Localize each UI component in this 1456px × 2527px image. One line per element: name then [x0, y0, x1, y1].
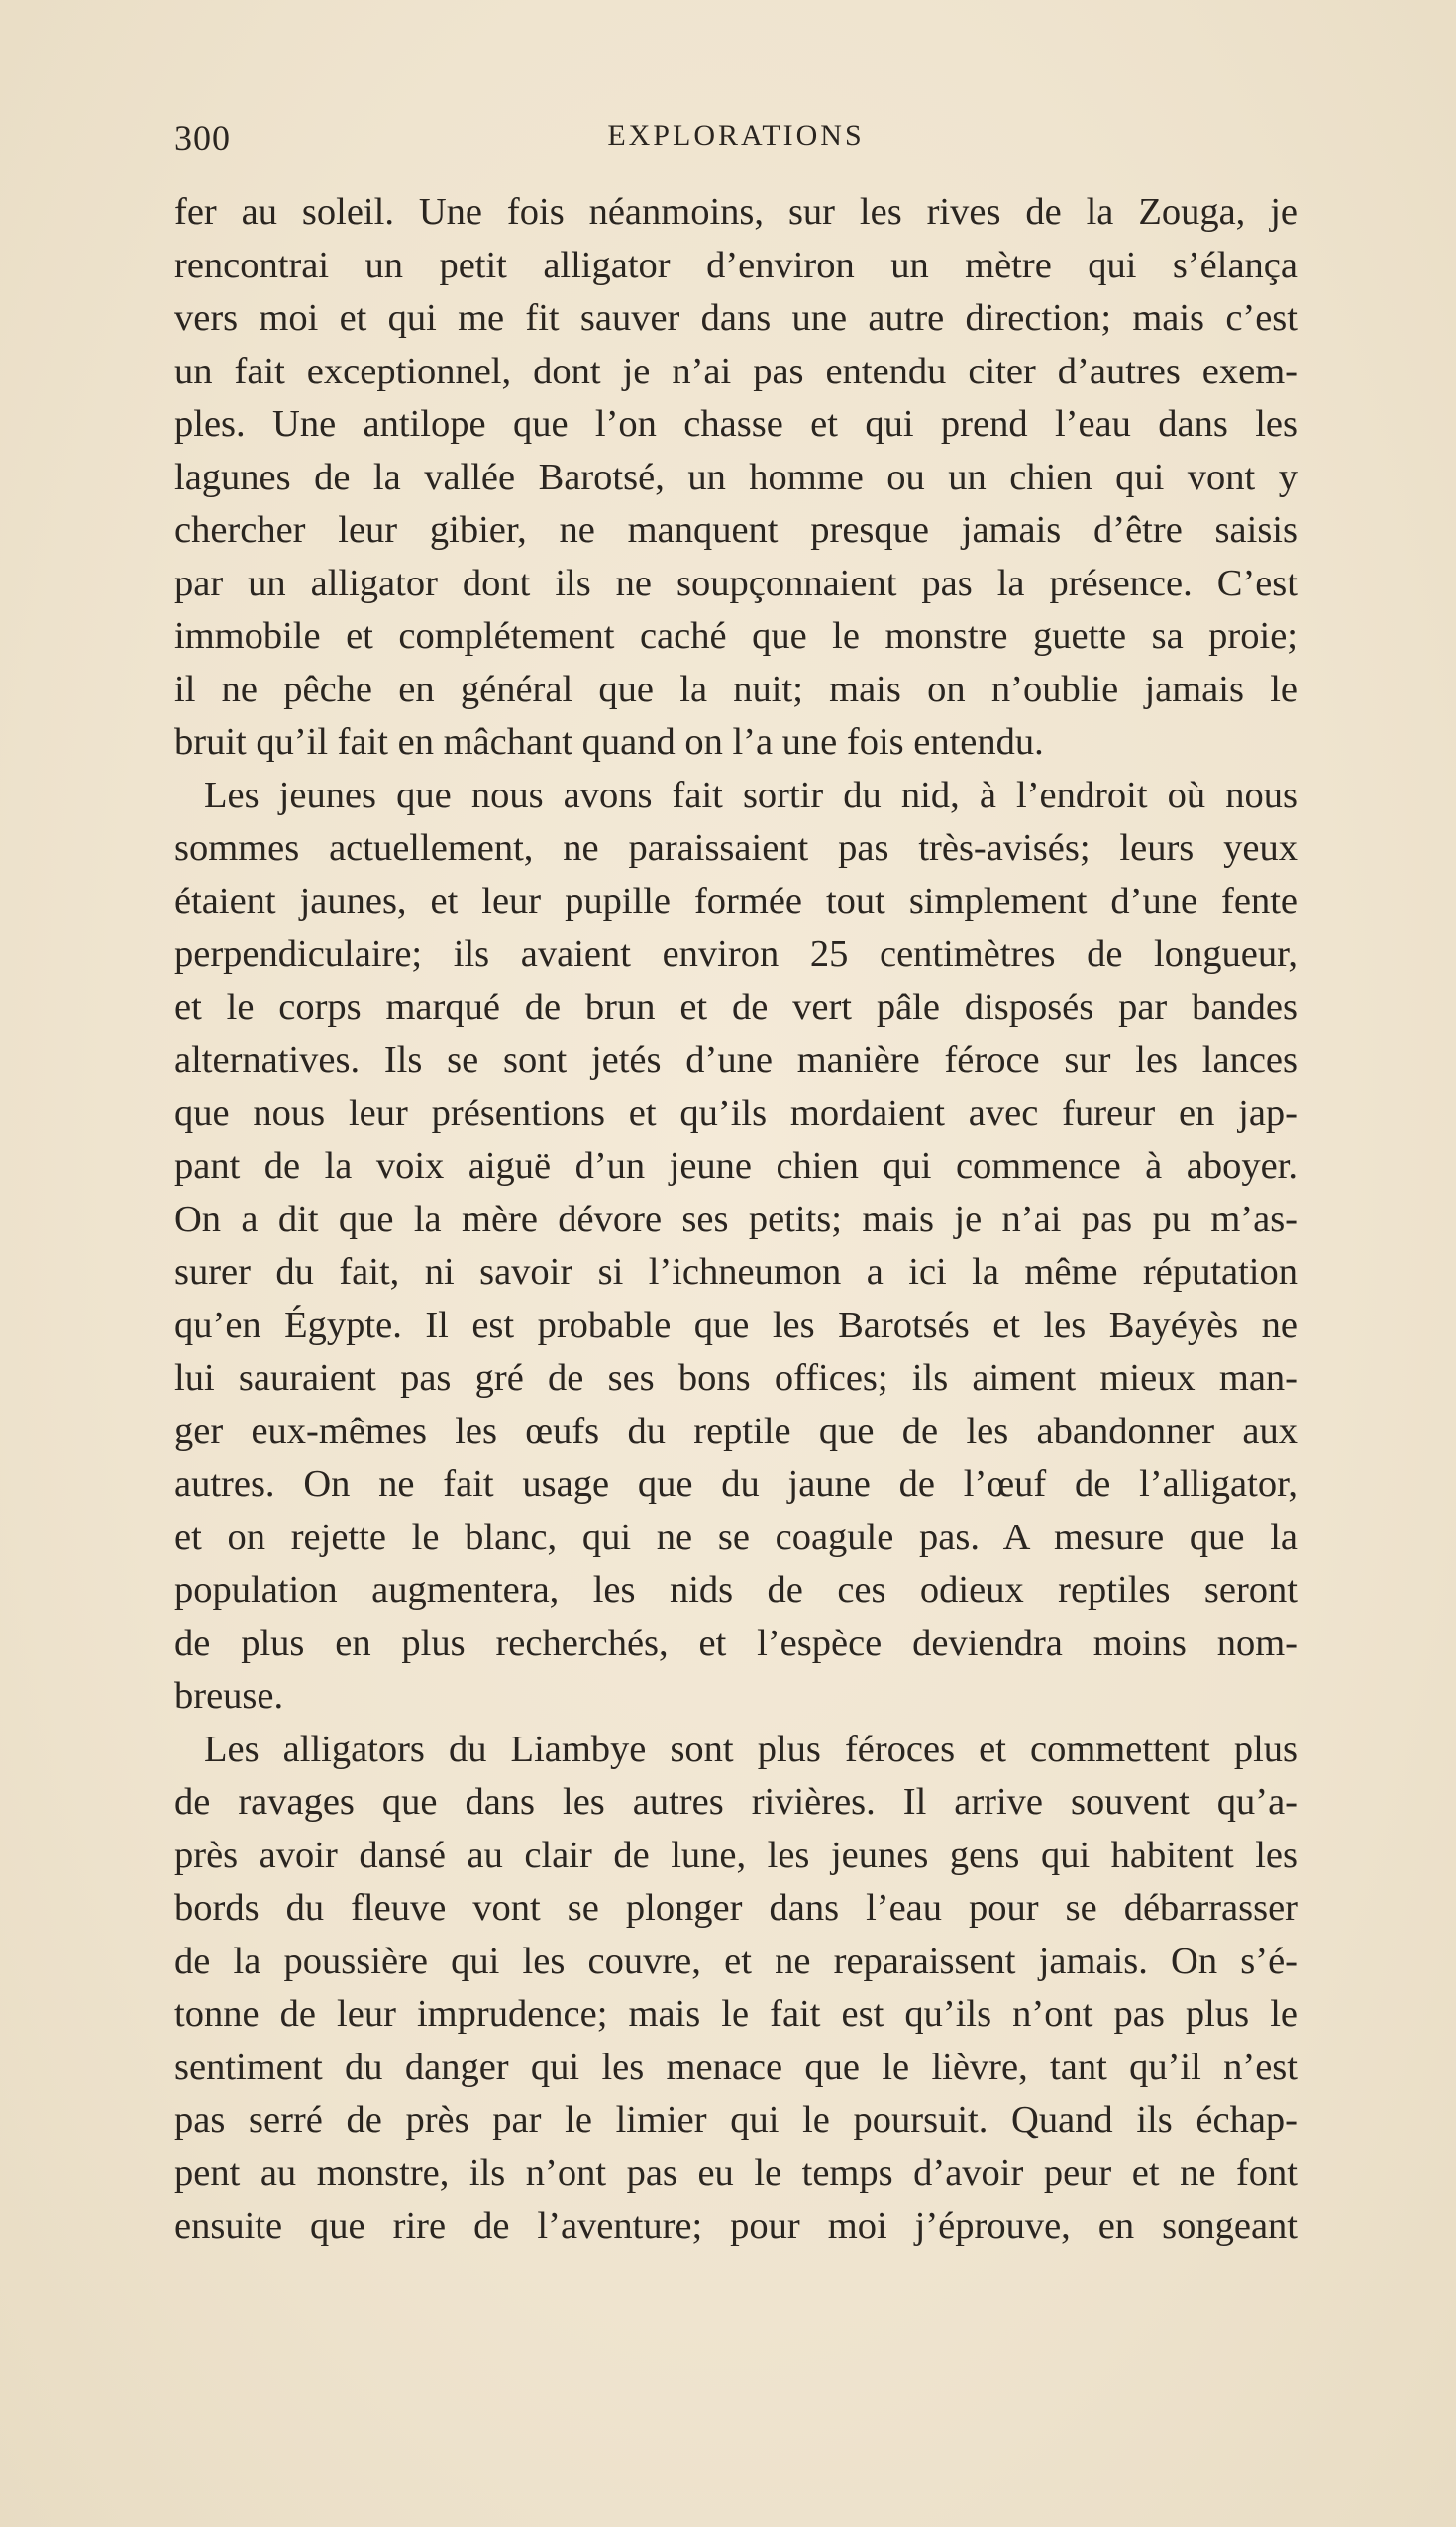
text-line: ensuite que rire de l’aventure; pour moi j’éprouve, en songeant [174, 2205, 1298, 2247]
paragraph-start-line: Les alligators du Liambye sont plus féroces et commettent plus [204, 1728, 1298, 1770]
text-line: que nous leur présentions et qu’ils mordaient avec fureur en jap- [174, 1092, 1298, 1134]
text-line: alternatives. Ils se sont jetés d’une manière féroce sur les lances [174, 1039, 1298, 1081]
text-line: ples. Une antilope que l’on chasse et qui prend l’eau dans les [174, 403, 1298, 445]
text-line: de la poussière qui les couvre, et ne reparaissent jamais. On s’é- [174, 1940, 1298, 1982]
text-line: lagunes de la vallée Barotsé, un homme ou un chien qui vont y [174, 456, 1298, 498]
text-line: chercher leur gibier, ne manquent presque jamais d’être saisis [174, 509, 1298, 551]
text-line: étaient jaunes, et leur pupille formée tout simplement d’une fente [174, 880, 1298, 922]
text-line: surer du fait, ni savoir si l’ichneumon a ici la même réputation [174, 1251, 1298, 1293]
text-line: qu’en Égypte. Il est probable que les Barotsés et les Bayéyès ne [174, 1304, 1298, 1346]
text-line: près avoir dansé au clair de lune, les jeunes gens qui habitent les [174, 1834, 1298, 1876]
text-line: de ravages que dans les autres rivières. Il arrive souvent qu’a- [174, 1781, 1298, 1823]
page-number: 300 [174, 118, 231, 158]
text-line: bords du fleuve vont se plonger dans l’eau pour se débarrasser [174, 1887, 1298, 1929]
text-line: il ne pêche en général que la nuit; mais on n’oublie jamais le [174, 668, 1298, 710]
text-line: tonne de leur imprudence; mais le fait est qu’ils n’ont pas plus le [174, 1993, 1298, 2035]
body-text [174, 186, 1298, 2254]
text-line: rencontrai un petit alligator d’environ un mètre qui s’élança [174, 244, 1298, 286]
text-line: ger eux-mêmes les œufs du reptile que de les abandonner aux [174, 1410, 1298, 1452]
text-line: de plus en plus recherchés, et l’espèce deviendra moins nom- [174, 1622, 1298, 1664]
running-head: EXPLORATIONS [607, 119, 865, 152]
text-line: population augmentera, les nids de ces odieux reptiles seront [174, 1569, 1298, 1611]
text-line: On a dit que la mère dévore ses petits; mais je n’ai pas pu m’as- [174, 1198, 1298, 1240]
text-line: sentiment du danger qui les menace que le lièvre, tant qu’il n’est [174, 2046, 1298, 2088]
page-header [174, 117, 1298, 168]
text-line: vers moi et qui me fit sauver dans une autre direction; mais c’est [174, 297, 1298, 339]
text-line: et on rejette le blanc, qui ne se coagule pas. A mesure que la [174, 1516, 1298, 1558]
text-line: lui sauraient pas gré de ses bons offices; ils aiment mieux man- [174, 1357, 1298, 1399]
text-line: pent au monstre, ils n’ont pas eu le temps d’avoir peur et ne font [174, 2152, 1298, 2194]
text-line: immobile et complétement caché que le monstre guette sa proie; [174, 615, 1298, 657]
text-line: sommes actuellement, ne paraissaient pas très-avisés; leurs yeux [174, 827, 1298, 869]
text-line: breuse. [174, 1675, 284, 1717]
paragraph-start-line: Les jeunes que nous avons fait sortir du nid, à l’endroit où nous [204, 774, 1298, 816]
text-line: par un alligator dont ils ne soupçonnaient pas la présence. C’est [174, 562, 1298, 604]
text-line: et le corps marqué de brun et de vert pâle disposés par bandes [174, 986, 1298, 1028]
text-line: fer au soleil. Une fois néanmoins, sur les rives de la Zouga, je [174, 191, 1298, 233]
text-line: pas serré de près par le limier qui le poursuit. Quand ils échap- [174, 2099, 1298, 2141]
text-line: bruit qu’il fait en mâchant quand on l’a une fois entendu. [174, 721, 1044, 763]
text-line: autres. On ne fait usage que du jaune de l’œuf de l’alligator, [174, 1463, 1298, 1505]
text-line: pant de la voix aiguë d’un jeune chien qui commence à aboyer. [174, 1145, 1298, 1187]
text-line: perpendiculaire; ils avaient environ 25 centimètres de longueur, [174, 933, 1298, 975]
text-line: un fait exceptionnel, dont je n’ai pas entendu citer d’autres exem- [174, 350, 1298, 392]
